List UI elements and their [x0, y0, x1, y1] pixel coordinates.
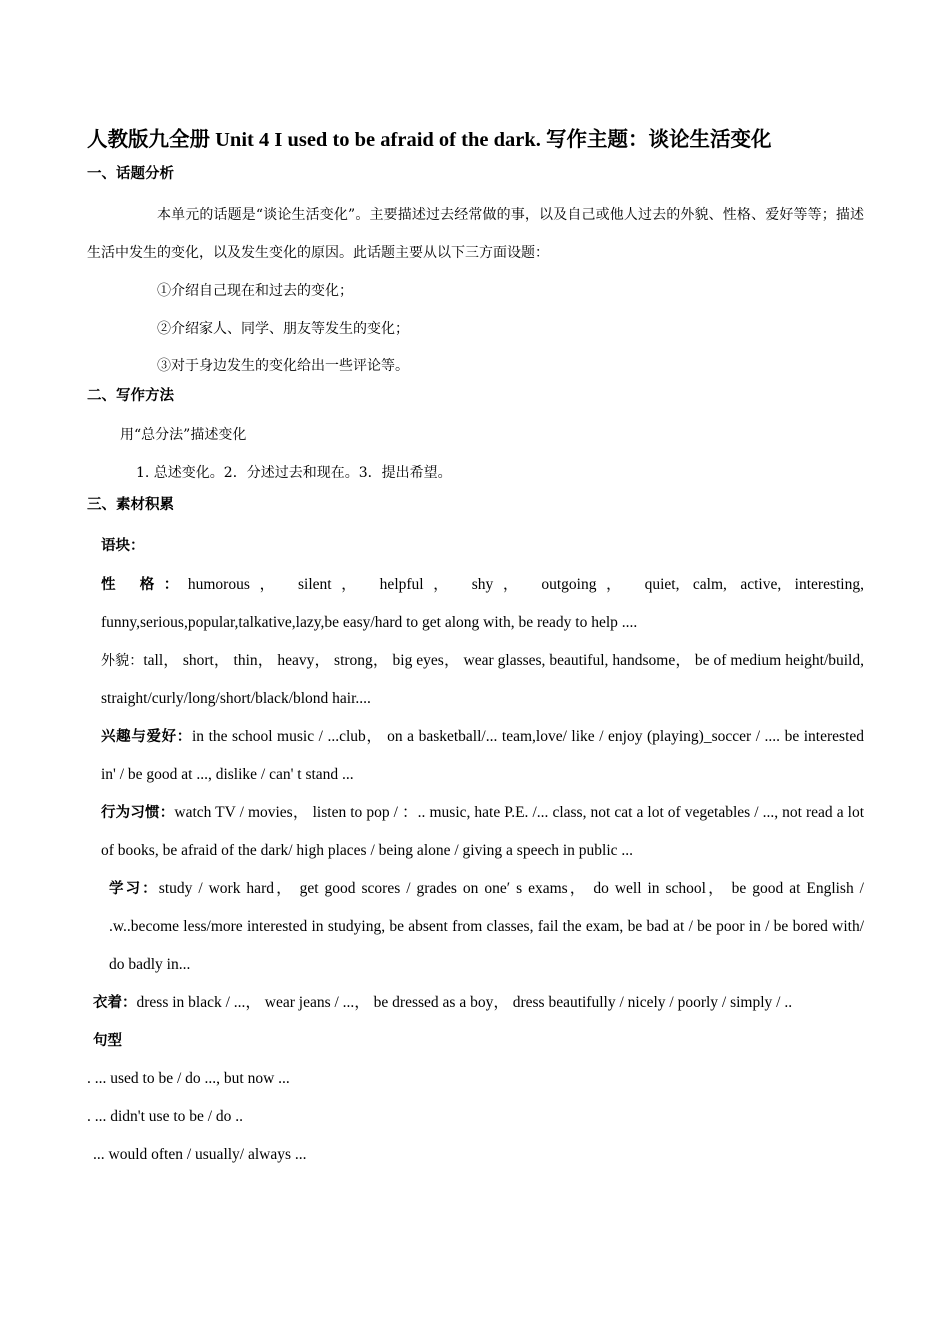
- chunk-group-appearance: [87, 642, 864, 718]
- chunk-group-study: [87, 870, 864, 984]
- chunk-text: tall， short， thin， heavy， strong， big eyes， wear glasses, beautiful, handsome， be of medium height/build, straight/curly/long/short/black/blond hair....: [101, 652, 864, 707]
- topic-analysis-paragraph: 本单元的话题是“谈论生活变化”。主要描述过去经常做的事，以及自己或他人过去的外貌、性格、爱好等等；描述生活中发生的变化，以及发生变化的原因。此话题主要从以下三方面设题：: [87, 207, 864, 261]
- chunk-text: humorous， silent， helpful， shy， outgoing， quiet, calm, active, interesting, funny,serious,popular,talkative,lazy,be easy/hard to get along with, be ready to help ....: [101, 576, 864, 631]
- pattern-1: . ... used to be / do ..., but now ...: [87, 1070, 290, 1087]
- patterns-label: 句型: [93, 1033, 122, 1049]
- chunk-label: 衣着：: [93, 995, 137, 1011]
- pattern-3: ... would often / usually/ always ...: [93, 1146, 307, 1163]
- chunk-label: 学习：: [109, 881, 159, 897]
- chunk-group-hobbies: [87, 718, 864, 794]
- writing-method-line-2: 1. 总述变化。2．分述过去和现在。3．提出希望。: [136, 465, 452, 481]
- chunk-group-personality: [87, 566, 864, 642]
- chunk-group-habits: [87, 794, 864, 870]
- chunks-label: 语块：: [101, 538, 145, 554]
- document-title: 人教版九全册 Unit 4 I used to be afraid of the dark. 写作主题：谈论生活变化: [87, 129, 772, 151]
- chunk-label: 性 格：: [101, 577, 188, 593]
- section-heading-materials: 三、素材积累: [87, 497, 174, 513]
- chunk-label: 外貌：: [101, 653, 144, 669]
- document-page: [87, 122, 864, 1174]
- topic-item-1: ①介绍自己现在和过去的变化；: [157, 283, 353, 299]
- topic-item-3: ③对于身边发生的变化给出一些评论等。: [157, 358, 409, 374]
- chunk-text: dress in black / ...， wear jeans / ...， be dressed as a boy， dress beautifully / nicely / poorly / simply / ..: [136, 994, 793, 1011]
- section-heading-topic-analysis: 一、话题分析: [87, 166, 174, 182]
- chunk-text: watch TV / movies， listen to pop / ：.. music, hate P.E. /... class, not cat a lot of vegetables / ..., not read a lot of books, be afraid of the dark/ high places / being alone / giving a speech in public ...: [101, 804, 865, 859]
- chunk-label: 行为习惯：: [101, 805, 175, 821]
- pattern-2: . ... didn't use to be / do ..: [87, 1108, 244, 1125]
- chunk-label: 兴趣与爱好：: [101, 729, 192, 745]
- topic-item-2: ②介绍家人、同学、朋友等发生的变化；: [157, 321, 409, 337]
- section-heading-writing-method: 二、写作方法: [87, 388, 174, 404]
- writing-method-line-1: 用“总分法”描述变化: [120, 427, 247, 443]
- chunk-text: in the school music / ...club， on a basketball/... team,love/ like / enjoy (playing)_soccer / .... be interested in' / be good at ..., dislike / can' t stand ...: [101, 728, 864, 783]
- chunk-group-clothing: [87, 984, 864, 1022]
- chunk-text: study / work hard， get good scores / grades on one′ s exams， do well in school， be good at English / .w..become less/more interested in studying, be absent from classes, fail the exam, be bad at / be poor in / be bored with/ do badly in...: [109, 880, 864, 973]
